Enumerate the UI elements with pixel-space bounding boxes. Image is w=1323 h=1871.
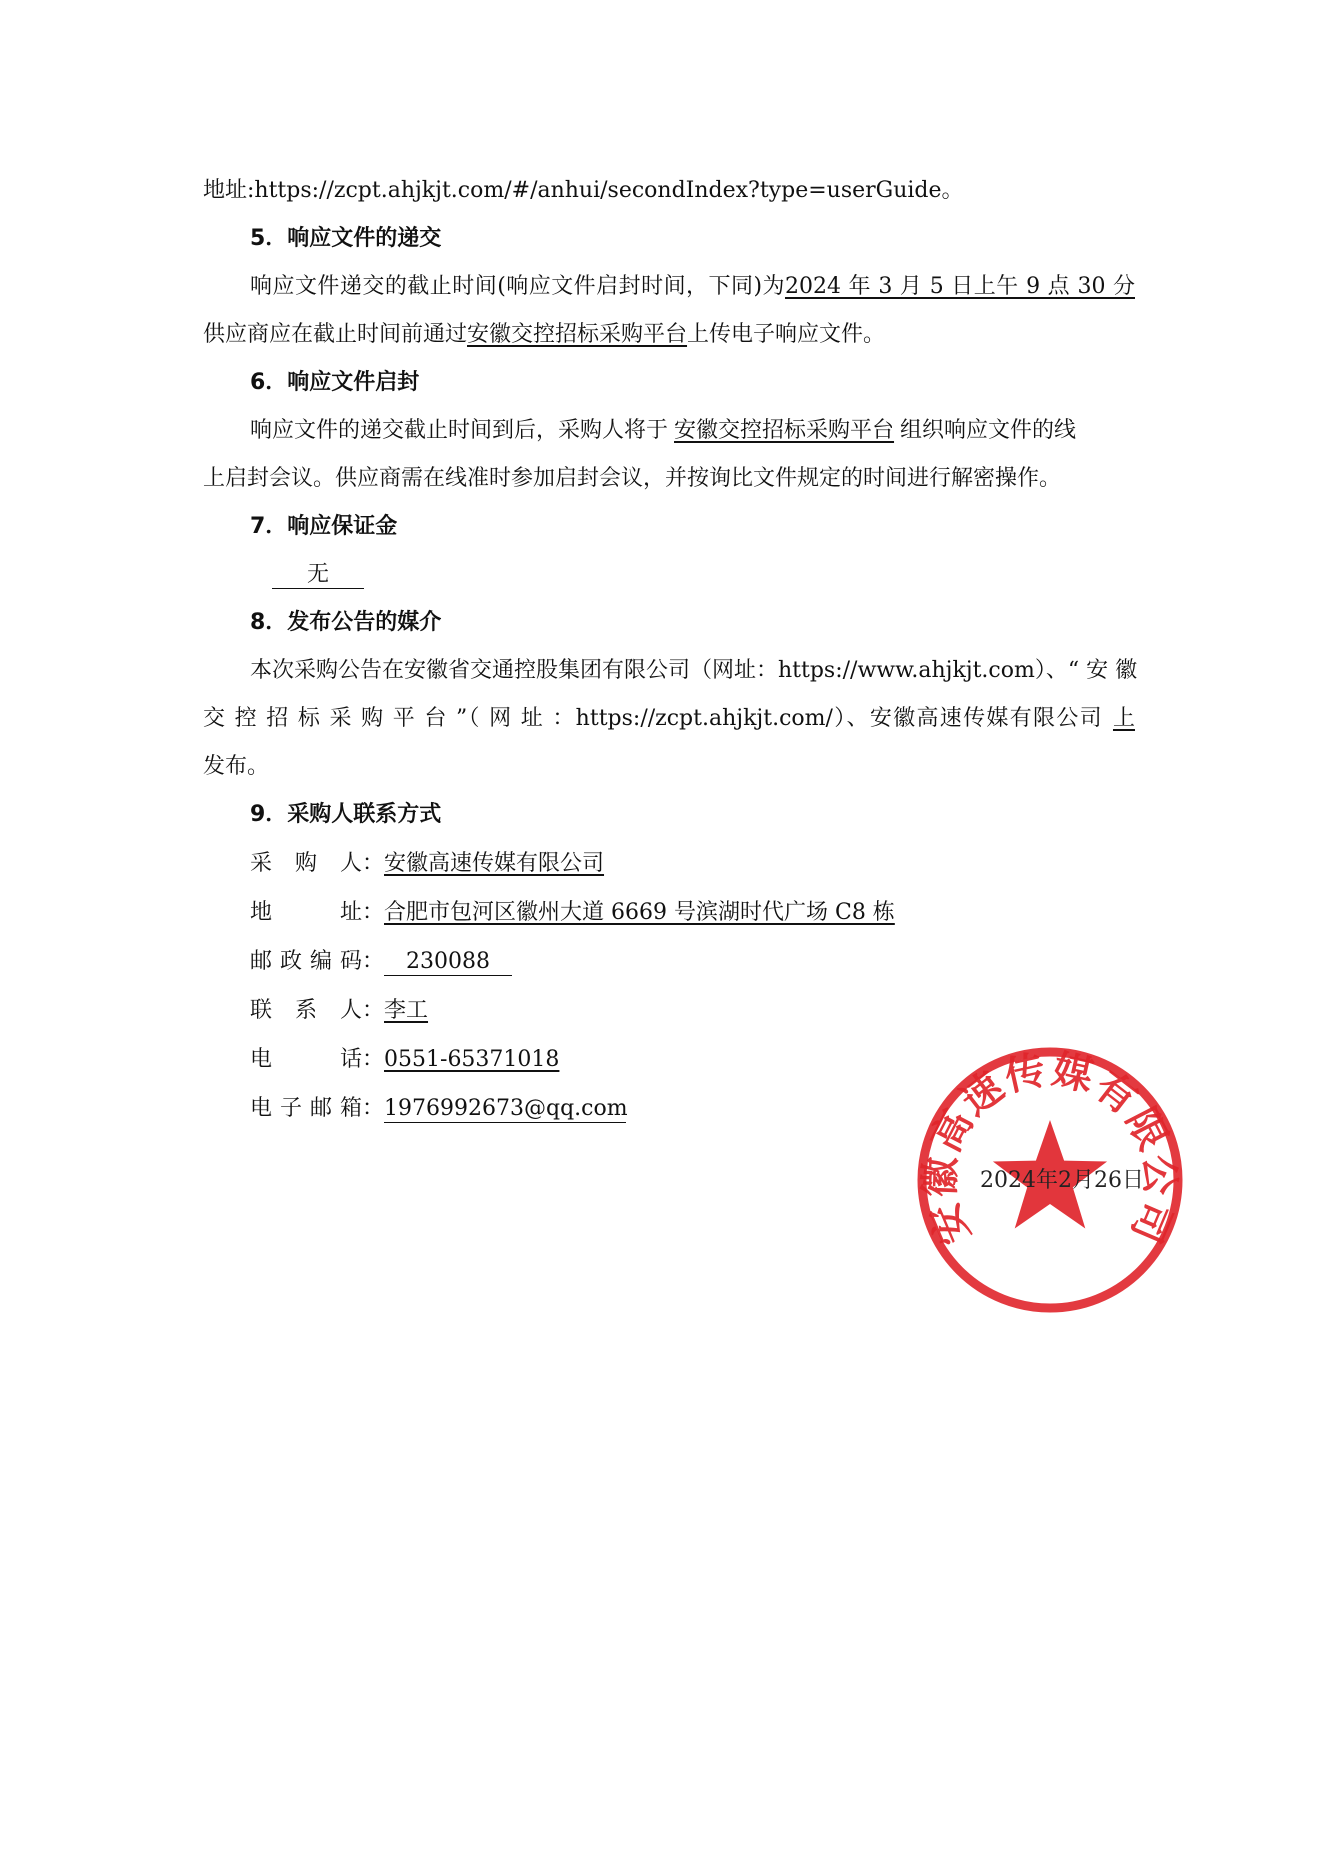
contact-row-postcode [250, 947, 1135, 977]
section-5-title: 5．响应文件的递交 [250, 226, 442, 251]
deadline-date: 2024 年 3 月 5 日上午 9 点 30 分 [784, 274, 1135, 299]
contact-label: 联系人 [250, 998, 362, 1023]
svg-text:安徽高速传媒有限公司: 安徽高速传媒有限公司 [917, 1046, 1183, 1251]
email-value: 1976992673@qq.com [384, 1096, 628, 1121]
deposit-blank: 无 [272, 562, 364, 589]
contact-label: 电子邮箱 [250, 1096, 362, 1121]
section-7-title: 7．响应保证金 [250, 514, 398, 539]
signature-date: 2024年2月26日 [980, 1168, 1144, 1193]
section-8-text: 上 [1112, 706, 1135, 731]
section-6-text: 组织响应文件的线 [900, 418, 1077, 443]
section-6-line-2: 上启封会议。供应商需在线准时参加启封会议，并按询比文件规定的时间进行解密操作。 [203, 466, 1062, 491]
buyer-name: 安徽高速传媒有限公司 [384, 851, 605, 876]
section-6-text: 响应文件的递交截止时间到后，采购人将于 [250, 418, 669, 443]
section-5-text: 响应文件递交的截止时间(响应文件启封时间，下同)为 [250, 274, 785, 299]
section-8-title: 8．发布公告的媒介 [250, 610, 442, 635]
section-5-line-1 [250, 272, 1135, 302]
address-line: 地址:https://zcpt.ahjkjt.com/#/anhui/secondIndex?type=userGuide。 [203, 178, 964, 203]
section-9-title: 9．采购人联系方式 [250, 802, 442, 827]
colon: ： [362, 1047, 385, 1072]
section-8-line-2 [203, 704, 1135, 734]
section-5-line-2 [203, 320, 1135, 350]
colon: ： [362, 900, 385, 925]
section-6-title: 6．响应文件启封 [250, 370, 420, 395]
section-6-line-1 [250, 416, 1135, 446]
section-8-line-1: 本次采购公告在安徽省交通控股集团有限公司（网址：https://www.ahjkjt.com）、“ 安 徽 [250, 658, 1138, 683]
section-5-text: 上传电子响应文件。 [687, 322, 886, 347]
colon: ： [362, 1096, 385, 1121]
colon: ： [362, 851, 385, 876]
postcode-value: 230088 [384, 949, 512, 976]
section-8-text: 交 控 招 标 采 购 平 台 ”（ 网 址 ：https://zcpt.ahjkjt.com/）、安徽高速传媒有限公司 [203, 706, 1103, 731]
contact-label: 地址 [250, 900, 362, 925]
buyer-address: 合肥市包河区徽州大道 6669 号滨湖时代广场 C8 栋 [384, 900, 895, 925]
deposit-value [272, 560, 1204, 590]
section-8-line-3: 发布。 [203, 754, 270, 779]
contact-label: 采购人 [250, 851, 362, 876]
contact-row-buyer [250, 849, 1135, 879]
contact-person: 李工 [384, 998, 429, 1023]
platform-name: 安徽交控招标采购平台 [674, 418, 895, 443]
contact-label: 电话 [250, 1047, 362, 1072]
phone-number: 0551-65371018 [384, 1047, 560, 1072]
colon: ： [362, 949, 385, 974]
colon: ： [362, 998, 385, 1023]
contact-row-address [250, 898, 1135, 928]
platform-name: 安徽交控招标采购平台 [467, 322, 688, 347]
section-5-text: 供应商应在截止时间前通过 [203, 322, 468, 347]
contact-row-person [250, 996, 1135, 1026]
contact-label: 邮政编码 [250, 949, 362, 974]
